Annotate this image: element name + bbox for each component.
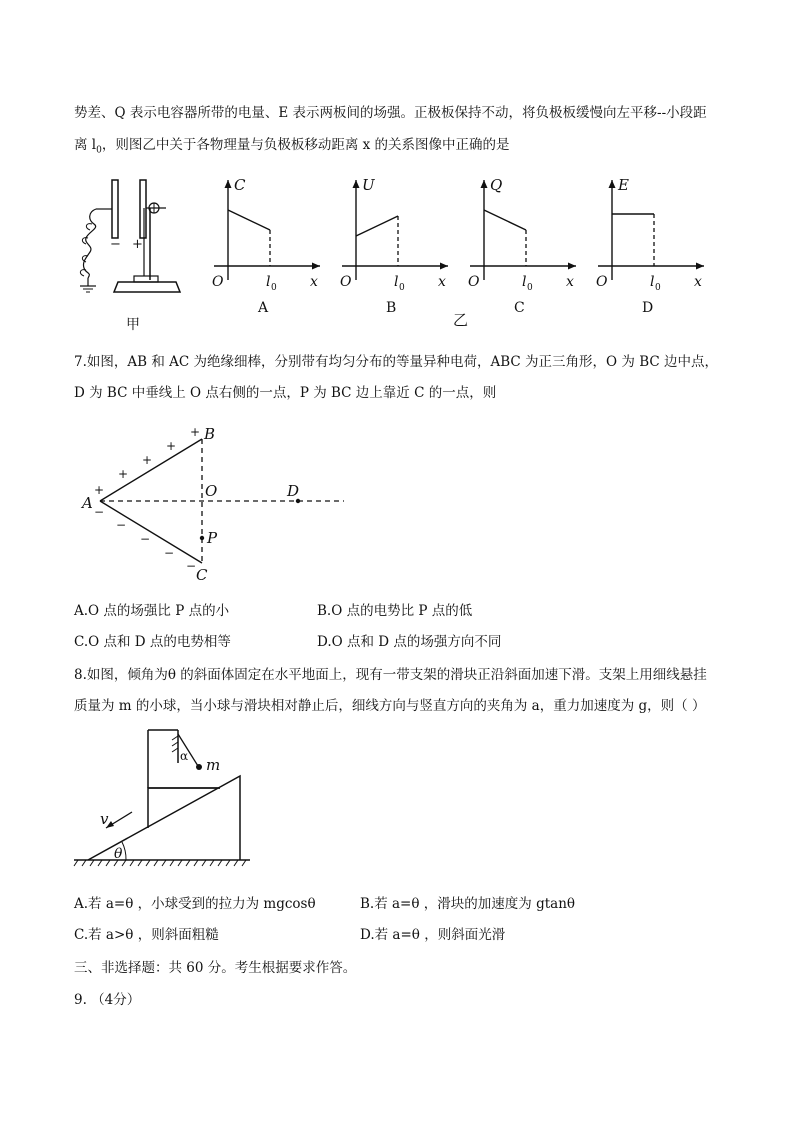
graph-a-l0-sub: 0 bbox=[271, 283, 277, 293]
right-plate bbox=[140, 180, 146, 238]
label-a: A bbox=[82, 494, 93, 512]
charge-plus: + bbox=[190, 425, 201, 439]
graph-a-xlabel: x bbox=[310, 274, 318, 290]
q7-option-d[interactable]: D.O 点和 D 点的场强方向不同 bbox=[317, 634, 502, 650]
graph-c-xlabel: x bbox=[566, 274, 574, 290]
graph-d-l0-sub: 0 bbox=[655, 283, 661, 293]
q7-option-c[interactable]: C.O 点和 D 点的电势相等 bbox=[74, 634, 231, 650]
graph-c-caption: C bbox=[514, 300, 525, 316]
graph-d-caption: D bbox=[642, 300, 654, 316]
label-v: v bbox=[100, 810, 109, 828]
charge-minus: − bbox=[116, 518, 127, 532]
ground-hatching bbox=[74, 860, 246, 866]
q8-option-a[interactable]: A.若 a=θ ，小球受到的拉力为 mgcosθ bbox=[74, 896, 316, 912]
caption-yi: 乙 bbox=[453, 311, 469, 329]
rod-ac bbox=[100, 501, 202, 563]
label-c: C bbox=[196, 566, 208, 584]
charge-minus: − bbox=[94, 505, 105, 519]
graph-c-ylabel: Q bbox=[490, 176, 503, 194]
label-theta: θ bbox=[114, 846, 123, 862]
graph-a-ylabel: C bbox=[234, 176, 246, 194]
slider-block bbox=[148, 788, 220, 828]
graph-b-l0: l bbox=[394, 274, 399, 290]
graph-d-origin: O bbox=[596, 274, 608, 290]
graph-b-origin: O bbox=[340, 274, 352, 290]
label-o: O bbox=[205, 482, 218, 500]
graph-b-x-arrow bbox=[440, 263, 448, 270]
graph-a-x-arrow bbox=[312, 263, 320, 270]
figure-q7-triangle bbox=[74, 420, 354, 590]
q6-stem-line2-pre: 离 l bbox=[74, 137, 97, 153]
graph-c-origin: O bbox=[468, 274, 480, 290]
graph-d-y-arrow bbox=[609, 180, 616, 188]
stand-base bbox=[114, 282, 180, 292]
charge-minus: − bbox=[164, 546, 175, 560]
graph-b-xlabel: x bbox=[438, 274, 446, 290]
ball bbox=[196, 764, 202, 770]
graph-b-curve bbox=[356, 216, 398, 236]
q6-stem-line1: 势差、Q 表示电容器所带的电量、E 表示两板间的场强。正极板保持不动，将负极板缓慢向左平移--小段距 bbox=[74, 105, 707, 121]
q6-stem-line2 bbox=[74, 136, 510, 160]
figure-jia-capacitor bbox=[74, 176, 194, 336]
label-b: B bbox=[204, 425, 216, 443]
graph-a-y-arrow bbox=[225, 180, 232, 188]
q6-stem-line2-sub: 0 bbox=[96, 145, 102, 156]
graph-c-y-arrow bbox=[481, 180, 488, 188]
charge-plus: + bbox=[94, 483, 105, 497]
graph-a-curve bbox=[228, 210, 270, 230]
q9-heading: 9. （4分） bbox=[74, 992, 141, 1008]
rod-ab bbox=[100, 439, 202, 501]
plus-sign: + bbox=[132, 237, 143, 252]
graph-d-l0: l bbox=[650, 274, 655, 290]
graph-a-l0: l bbox=[266, 274, 271, 290]
label-p: P bbox=[207, 529, 218, 547]
label-m: m bbox=[206, 756, 221, 774]
q8-option-b[interactable]: B.若 a=θ ，滑块的加速度为 gtanθ bbox=[360, 896, 576, 912]
graph-b-caption: B bbox=[386, 300, 397, 316]
charge-minus: − bbox=[186, 559, 197, 573]
q7-option-a[interactable]: A.O 点的场强比 P 点的小 bbox=[74, 603, 230, 619]
section-3-heading: 三、非选择题：共 60 分。考生根据要求作答。 bbox=[74, 960, 357, 976]
graph-b-l0-sub: 0 bbox=[399, 283, 405, 293]
q6-stem-line2-post: ，则图乙中关于各物理量与负极板移动距离 x 的关系图像中正确的是 bbox=[101, 137, 510, 153]
label-alpha: α bbox=[180, 749, 189, 763]
graph-b-y-arrow bbox=[353, 180, 360, 188]
q7-option-b[interactable]: B.O 点的电势比 P 点的低 bbox=[317, 603, 473, 619]
figure-q8-incline bbox=[74, 726, 274, 876]
graph-c-x-arrow bbox=[568, 263, 576, 270]
q8-option-d[interactable]: D.若 a=θ ，则斜面光滑 bbox=[360, 927, 506, 943]
q7-stem-line2: D 为 BC 中垂线上 O 点右侧的一点，P 为 BC 边上靠近 C 的一点，则 bbox=[74, 385, 497, 401]
left-plate bbox=[112, 180, 118, 238]
figure-yi-graphs bbox=[200, 170, 740, 335]
charge-minus: − bbox=[140, 532, 151, 546]
graph-d-x-arrow bbox=[696, 263, 704, 270]
graph-a-caption: A bbox=[258, 300, 269, 316]
graph-c-l0: l bbox=[522, 274, 527, 290]
graph-c-l0-sub: 0 bbox=[527, 283, 533, 293]
graph-d-ylabel: E bbox=[618, 176, 629, 194]
minus-sign: − bbox=[110, 237, 121, 252]
label-d: D bbox=[287, 482, 300, 500]
q8-option-c[interactable]: C.若 a>θ ，则斜面粗糙 bbox=[74, 927, 219, 943]
graph-b-ylabel: U bbox=[362, 176, 375, 194]
angle-arc bbox=[122, 842, 126, 860]
charge-plus: + bbox=[142, 453, 153, 467]
graph-d-xlabel: x bbox=[694, 274, 702, 290]
graph-c-curve bbox=[484, 210, 526, 230]
graph-a-origin: O bbox=[212, 274, 224, 290]
q8-stem-line1: 8.如图，倾角为θ 的斜面体固定在水平地面上，现有一带支架的滑块正沿斜面加速下滑。支架上用细线悬挂 bbox=[74, 667, 707, 683]
charge-plus: + bbox=[166, 439, 177, 453]
caption-jia: 甲 bbox=[126, 317, 140, 333]
charge-plus: + bbox=[118, 467, 129, 481]
point-p bbox=[200, 536, 204, 540]
q8-stem-line2: 质量为 m 的小球，当小球与滑块相对静止后，细线方向与竖直方向的夹角为 a，重力加速度为 g，则（ ） bbox=[74, 698, 706, 714]
q7-stem-line1: 7.如图，AB 和 AC 为绝缘细棒，分别带有均匀分布的等量异种电荷，ABC 为正三角形，O 为 BC 边中点， bbox=[74, 354, 718, 370]
